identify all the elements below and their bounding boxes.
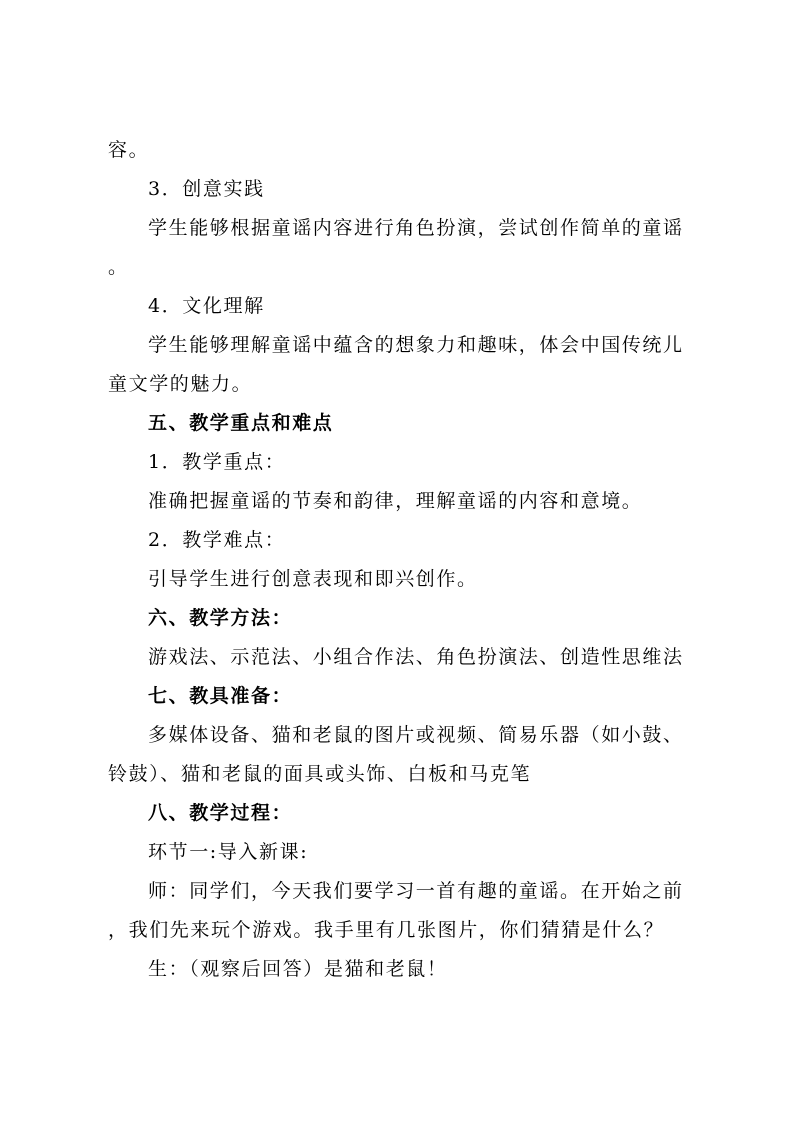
section-heading: 六、教学方法：: [148, 607, 293, 629]
text-line: 准确把握童谣的节奏和韵律，理解童谣的内容和意境。: [148, 490, 643, 512]
section-heading: 七、教具准备：: [148, 685, 293, 707]
text-line: 。: [108, 256, 129, 278]
text-line: 生：（观察后回答）是猫和老鼠！: [148, 958, 448, 980]
text-line: 多媒体设备、猫和老鼠的图片或视频、简易乐器（如小鼓、: [148, 724, 684, 746]
text-line: 引导学生进行创意表现和即兴创作。: [148, 568, 478, 590]
text-line: 容。: [108, 139, 150, 161]
text-line: 学生能够理解童谣中蕴含的想象力和趣味，体会中国传统儿: [148, 334, 684, 356]
text-line: 环节一:导入新课:: [148, 841, 309, 863]
section-heading: 五、教学重点和难点: [148, 412, 334, 434]
text-line: 游戏法、示范法、小组合作法、角色扮演法、创造性思维法: [148, 646, 684, 668]
text-line: 铃鼓）、猫和老鼠的面具或头饰、白板和马克笔: [108, 763, 532, 785]
text-line: ，我们先来玩个游戏。我手里有几张图片，你们猜猜是什么？: [108, 919, 665, 941]
section-heading: 八、教学过程：: [148, 802, 293, 824]
numbered-subheading: 4．文化理解: [148, 295, 265, 317]
numbered-subheading: 3．创意实践: [148, 178, 265, 200]
text-line: 师：同学们，今天我们要学习一首有趣的童谣。在开始之前: [148, 880, 684, 902]
numbered-subheading: 1．教学重点：: [148, 451, 286, 473]
text-line: 学生能够根据童谣内容进行角色扮演，尝试创作简单的童谣: [148, 217, 684, 239]
numbered-subheading: 2．教学难点：: [148, 529, 286, 551]
text-line: 童文学的魅力。: [108, 373, 253, 395]
